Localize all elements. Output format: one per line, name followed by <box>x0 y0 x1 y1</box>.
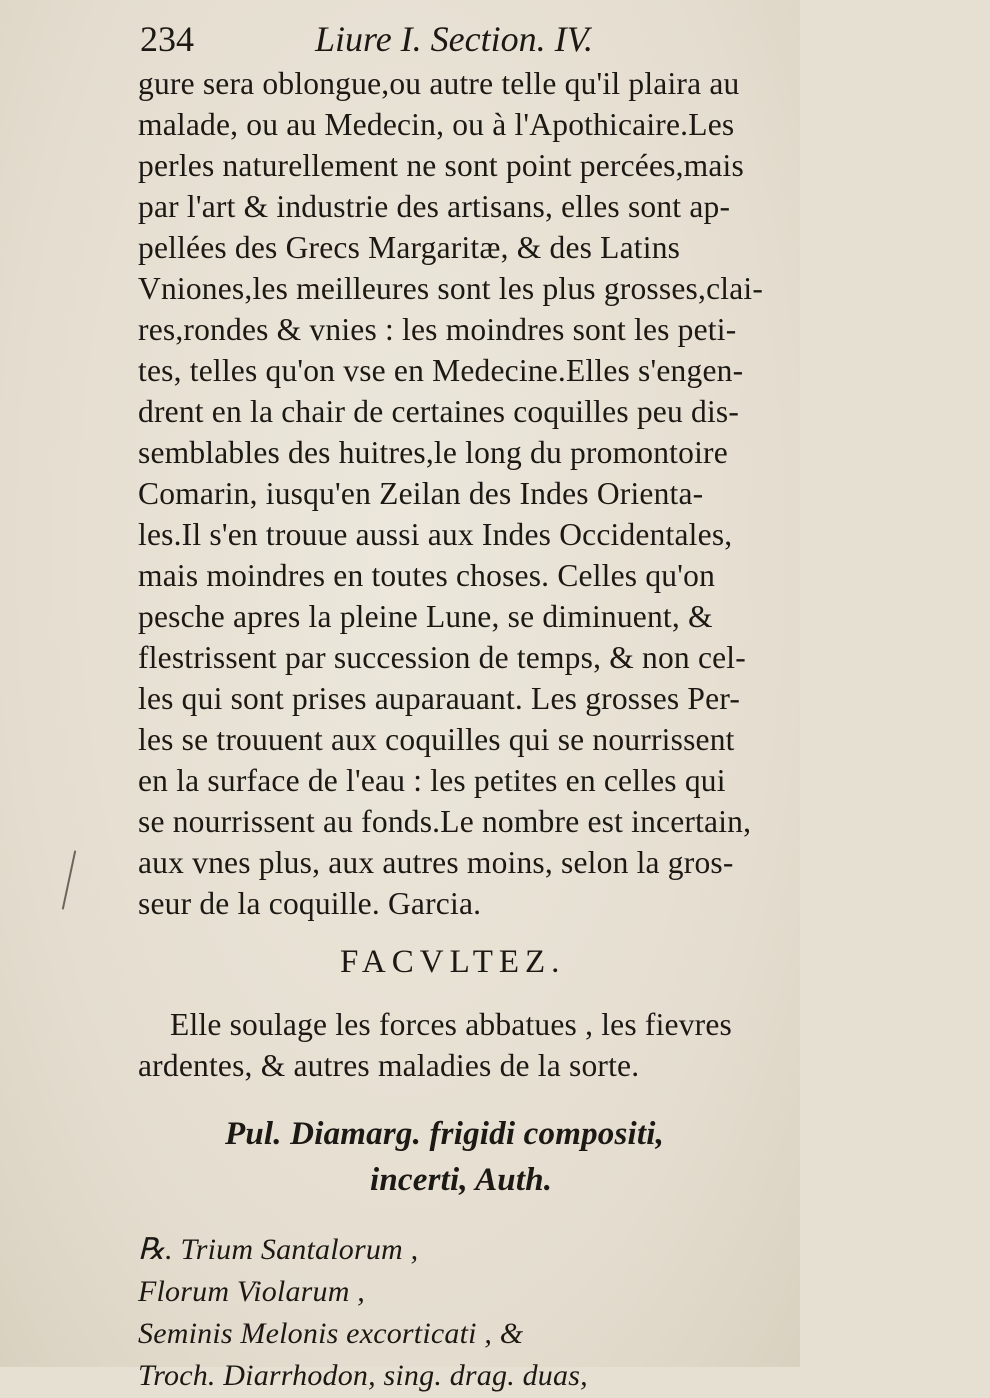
body-line: pesche apres la pleine Lune, se diminuent, & <box>138 599 713 634</box>
body-line: tes, telles qu'on vse en Medecine.Elles s'engen- <box>138 353 744 388</box>
page-number: 234 <box>140 19 194 59</box>
body-line: se nourrissent au fonds.Le nombre est incertain, <box>138 804 752 839</box>
running-header <box>140 18 760 62</box>
body-line: semblables des huitres,le long du promontoire <box>138 435 728 470</box>
body-line: par l'art & industrie des artisans, elles sont ap- <box>138 189 731 224</box>
body-line: Comarin, iusqu'en Zeilan des Indes Orienta- <box>138 476 704 511</box>
body-line: drent en la chair de certaines coquilles peu dis- <box>138 394 740 429</box>
recipe-line: ℞. Trium Santalorum , <box>138 1233 419 1266</box>
body-line: perles naturellement ne sont point percées,mais <box>138 148 744 183</box>
body-line: seur de la coquille. Garcia. <box>138 886 482 921</box>
body-line: res,rondes & vnies : les moindres sont les peti- <box>138 312 737 347</box>
recipe-line: Troch. Diarrhodon, sing. drag. duas, <box>138 1359 588 1392</box>
body-line: flestrissent par succession de temps, & non cel- <box>138 640 746 675</box>
faculty-line: Elle soulage les forces abbatues , les fievres <box>170 1007 732 1042</box>
body-line: mais moindres en toutes choses. Celles qu'on <box>138 558 716 593</box>
body-line: Vniones,les meilleures sont les plus grosses,clai- <box>138 271 764 306</box>
body-line: les.Il s'en trouue aussi aux Indes Occidentales, <box>138 517 733 552</box>
body-line: en la surface de l'eau : les petites en celles qui <box>138 763 726 798</box>
body-line: gure sera oblongue,ou autre telle qu'il plaira au <box>138 66 740 101</box>
recipe-line: Seminis Melonis excorticati , & <box>138 1317 524 1350</box>
faculty-line: ardentes, & autres maladies de la sorte. <box>138 1048 640 1083</box>
running-title: Liure I. Section. IV. <box>315 19 593 59</box>
recipe-line: Florum Violarum , <box>138 1275 366 1308</box>
recipe-title: incerti, Auth. <box>370 1162 553 1198</box>
recipe-title: Pul. Diamarg. frigidi compositi, <box>225 1116 665 1152</box>
margin-mark <box>62 850 76 909</box>
body-line: les qui sont prises auparauant. Les grosses Per- <box>138 681 741 716</box>
body-line: les se trouuent aux coquilles qui se nourrissent <box>138 722 735 757</box>
body-line: pellées des Grecs Margaritæ, & des Latins <box>138 230 681 265</box>
body-line: malade, ou au Medecin, ou à l'Apothicaire.Les <box>138 107 735 142</box>
body-line: aux vnes plus, aux autres moins, selon la gros- <box>138 845 734 880</box>
section-heading: FACVLTEZ. <box>340 944 566 980</box>
